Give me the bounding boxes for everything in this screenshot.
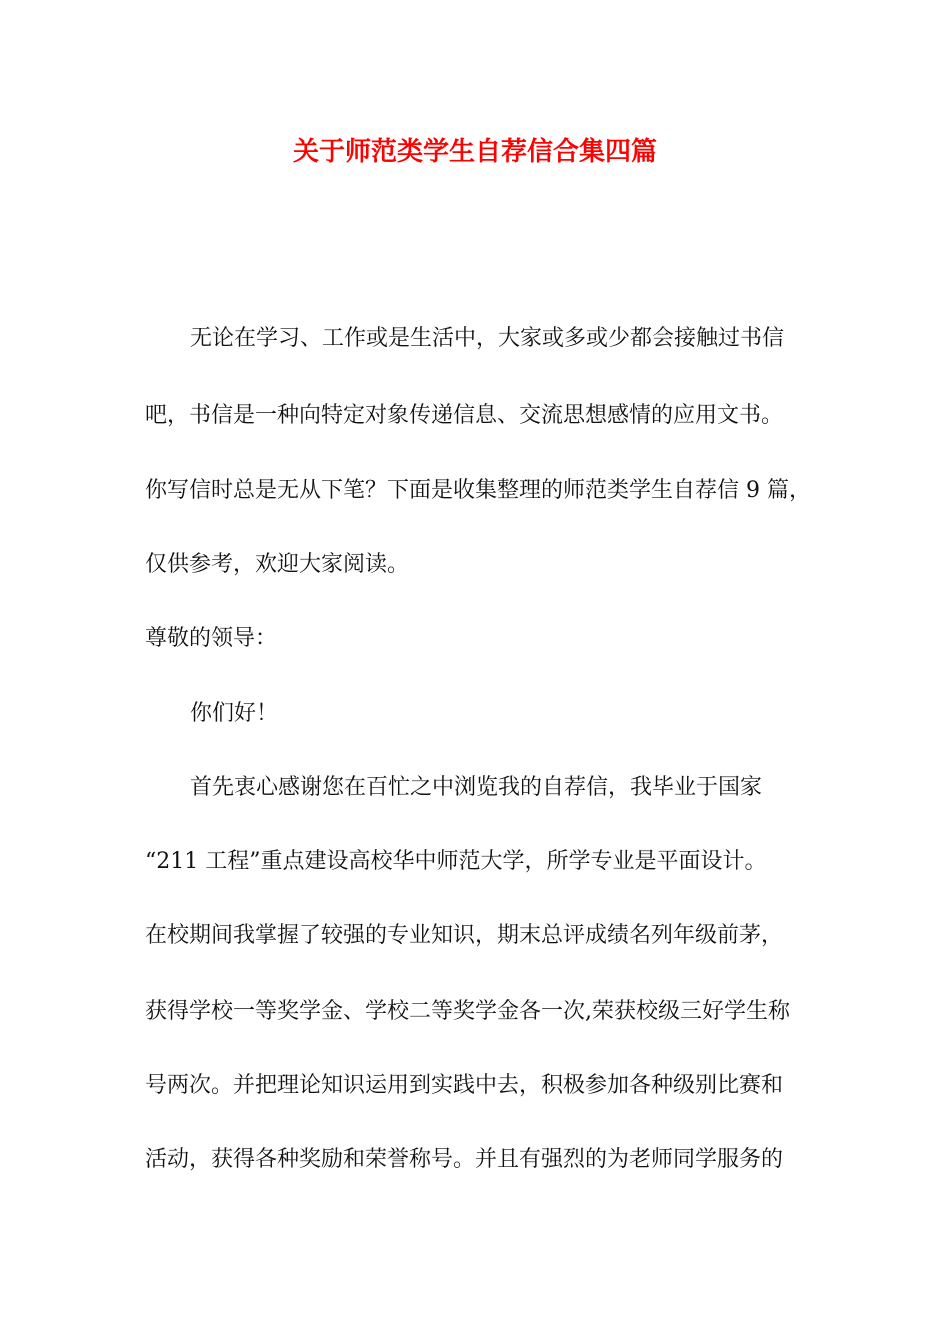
paragraph-line: 在校期间我掌握了较强的专业知识，期末总评成绩名列年级前茅， (145, 923, 784, 948)
paragraph-line: “211 工程”重点建设高校华中师范大学，所学专业是平面设计。 (145, 849, 767, 874)
greeting: 你们好！ (190, 701, 279, 726)
salutation: 尊敬的领导： (145, 626, 278, 651)
paragraph-line: 无论在学习、工作或是生活中，大家或多或少都会接触过书信 (190, 326, 785, 351)
paragraph-line: 号两次。并把理论知识运用到实践中去，积极参加各种级别比赛和 (145, 1073, 784, 1098)
paragraph-line: 首先衷心感谢您在百忙之中浏览我的自荐信，我毕业于国家 (190, 775, 763, 800)
paragraph-line: 活动，获得各种奖励和荣誉称号。并且有强烈的为老师同学服务的 (145, 1147, 784, 1172)
paragraph-line: 你写信时总是无从下笔？下面是收集整理的师范类学生自荐信 9 篇， (145, 478, 811, 503)
document-title: 关于师范类学生自荐信合集四篇 (292, 137, 657, 167)
paragraph-line: 仅供参考，欢迎大家阅读。 (145, 552, 410, 577)
paragraph-line: 吧，书信是一种向特定对象传递信息、交流思想感情的应用文书。 (145, 403, 784, 428)
paragraph-line: 获得学校一等奖学金、学校二等奖学金各一次,荣获校级三好学生称 (145, 999, 790, 1024)
